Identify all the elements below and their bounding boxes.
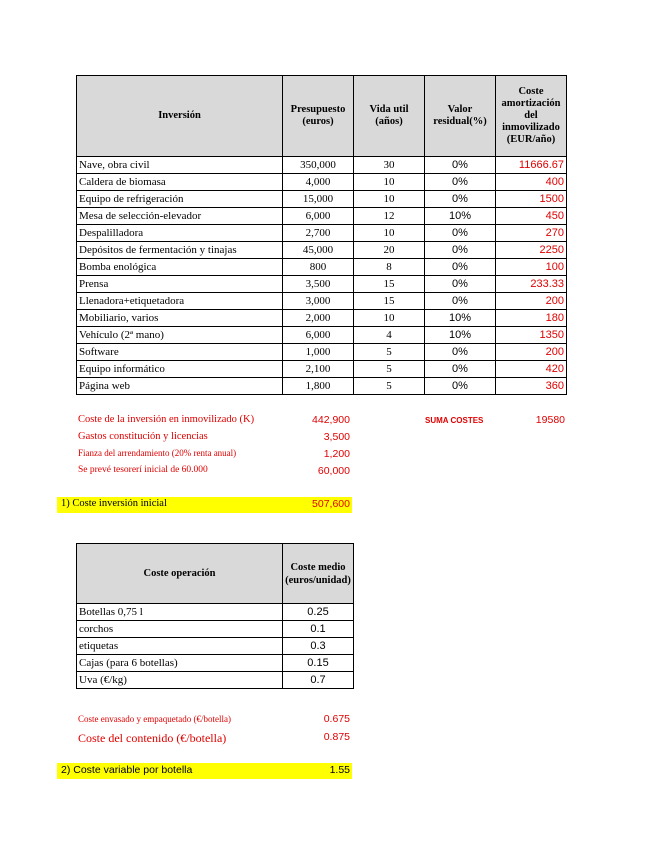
row-residual: 0%: [425, 174, 496, 191]
table-row: [77, 208, 567, 225]
table-row: [77, 327, 567, 344]
row-life: 15: [354, 293, 425, 310]
row-cost: 270: [496, 225, 567, 242]
table-row: [77, 344, 567, 361]
envasado-value: 0.675: [323, 713, 350, 725]
row-name: Nave, obra civil: [77, 157, 283, 174]
row-residual: 0%: [425, 344, 496, 361]
total1-value: 507,600: [312, 498, 350, 510]
header-inversion: Inversión: [77, 76, 283, 157]
row-residual: 0%: [425, 157, 496, 174]
header-coste-amortizacion: Coste amortización del inmovilizado (EUR/año): [496, 76, 567, 157]
suma-costes-label: SUMA COSTES: [425, 416, 484, 425]
row-cost: 200: [496, 344, 567, 361]
op-row-name: Botellas 0,75 l: [77, 604, 283, 621]
op-row-name: Cajas (para 6 botellas): [77, 655, 283, 672]
row-life: 5: [354, 361, 425, 378]
row-budget: 800: [283, 259, 354, 276]
op-row-cost: 0.25: [283, 604, 354, 621]
table-row: [77, 672, 354, 689]
row-budget: 1,800: [283, 378, 354, 395]
row-residual: 0%: [425, 293, 496, 310]
row-cost: 1500: [496, 191, 567, 208]
table-row: [77, 225, 567, 242]
row-budget: 2,700: [283, 225, 354, 242]
contenido-label: Coste del contenido (€/botella): [78, 731, 227, 745]
table-row: [77, 378, 567, 395]
row-name: Mesa de selección-elevador: [77, 208, 283, 225]
table-row: [77, 310, 567, 327]
row-name: Prensa: [77, 276, 283, 293]
op-row-name: etiquetas: [77, 638, 283, 655]
table-row: [77, 242, 567, 259]
header-coste-operacion: Coste operación: [77, 544, 283, 604]
row-life: 10: [354, 310, 425, 327]
investment-table: [76, 75, 567, 395]
row-budget: 2,000: [283, 310, 354, 327]
row-residual: 0%: [425, 259, 496, 276]
row-budget: 3,000: [283, 293, 354, 310]
op-row-name: Uva (€/kg): [77, 672, 283, 689]
table-row: [77, 621, 354, 638]
table-row: [77, 655, 354, 672]
row-name: Caldera de biomasa: [77, 174, 283, 191]
header-vida-util: Vida util (años): [354, 76, 425, 157]
table-row: [77, 604, 354, 621]
row-cost: 450: [496, 208, 567, 225]
row-cost: 200: [496, 293, 567, 310]
row-budget: 2,100: [283, 361, 354, 378]
table-row: [77, 259, 567, 276]
summary-label-0: Coste de la inversión en inmovilizado (K): [78, 414, 255, 425]
row-residual: 0%: [425, 242, 496, 259]
total1-label: 1) Coste inversión inicial: [61, 498, 167, 509]
row-budget: 350,000: [283, 157, 354, 174]
row-cost: 180: [496, 310, 567, 327]
row-cost: 11666.67: [496, 157, 567, 174]
table-row: [77, 638, 354, 655]
row-residual: 0%: [425, 191, 496, 208]
summary-label-1: Gastos constitución y licencias: [78, 431, 208, 442]
row-cost: 2250: [496, 242, 567, 259]
header-valor-residual: Valor residual(%): [425, 76, 496, 157]
operation-table: [76, 543, 354, 689]
row-residual: 0%: [425, 361, 496, 378]
row-residual: 0%: [425, 225, 496, 242]
summary-value-0: 442,900: [312, 414, 350, 426]
row-budget: 1,000: [283, 344, 354, 361]
row-cost: 1350: [496, 327, 567, 344]
total2-highlight: [57, 763, 352, 779]
row-residual: 10%: [425, 310, 496, 327]
table-row: [77, 361, 567, 378]
row-name: Página web: [77, 378, 283, 395]
suma-costes-value: 19580: [535, 414, 565, 426]
row-budget: 45,000: [283, 242, 354, 259]
row-residual: 10%: [425, 208, 496, 225]
summary-label-2: Fianza del arrendamiento (20% renta anual): [78, 448, 237, 458]
row-name: Llenadora+etiquetadora: [77, 293, 283, 310]
table-row: [77, 157, 567, 174]
row-cost: 400: [496, 174, 567, 191]
row-life: 8: [354, 259, 425, 276]
row-name: Equipo de refrigeración: [77, 191, 283, 208]
summary-value-3: 60,000: [317, 465, 350, 477]
total2-label: 2) Coste variable por botella: [61, 764, 193, 776]
table-row: [77, 293, 567, 310]
op-row-cost: 0.3: [283, 638, 354, 655]
table-row: [77, 174, 567, 191]
summary-value-1: 3,500: [323, 431, 350, 443]
row-life: 15: [354, 276, 425, 293]
row-cost: 100: [496, 259, 567, 276]
row-name: Despalilladora: [77, 225, 283, 242]
header-coste-medio: Coste medio (euros/unidad): [283, 544, 354, 604]
row-budget: 15,000: [283, 191, 354, 208]
row-cost: 233.33: [496, 276, 567, 293]
op-row-cost: 0.1: [283, 621, 354, 638]
row-budget: 4,000: [283, 174, 354, 191]
row-life: 10: [354, 174, 425, 191]
summary-label-3: Se prevé tesorerí inicial de 60.000: [78, 465, 208, 475]
header-presupuesto: Presupuesto (euros): [283, 76, 354, 157]
total2-value: 1.55: [329, 764, 350, 776]
op-row-name: corchos: [77, 621, 283, 638]
row-life: 30: [354, 157, 425, 174]
row-budget: 6,000: [283, 208, 354, 225]
row-budget: 3,500: [283, 276, 354, 293]
row-life: 12: [354, 208, 425, 225]
table-row: [77, 276, 567, 293]
row-cost: 420: [496, 361, 567, 378]
row-life: 5: [354, 378, 425, 395]
row-name: Software: [77, 344, 283, 361]
row-residual: 10%: [425, 327, 496, 344]
row-name: Mobiliario, varios: [77, 310, 283, 327]
contenido-value: 0.875: [323, 731, 350, 743]
row-name: Equipo informático: [77, 361, 283, 378]
row-name: Vehículo (2ª mano): [77, 327, 283, 344]
row-life: 5: [354, 344, 425, 361]
row-cost: 360: [496, 378, 567, 395]
table-row: [77, 191, 567, 208]
row-life: 10: [354, 191, 425, 208]
row-budget: 6,000: [283, 327, 354, 344]
row-residual: 0%: [425, 276, 496, 293]
row-name: Depósitos de fermentación y tinajas: [77, 242, 283, 259]
row-residual: 0%: [425, 378, 496, 395]
op-row-cost: 0.7: [283, 672, 354, 689]
summary-value-2: 1,200: [323, 448, 350, 460]
row-life: 20: [354, 242, 425, 259]
row-name: Bomba enológica: [77, 259, 283, 276]
op-row-cost: 0.15: [283, 655, 354, 672]
total1-highlight: [57, 497, 352, 513]
envasado-label: Coste envasado y empaquetado (€/botella): [78, 714, 231, 724]
row-life: 4: [354, 327, 425, 344]
row-life: 10: [354, 225, 425, 242]
